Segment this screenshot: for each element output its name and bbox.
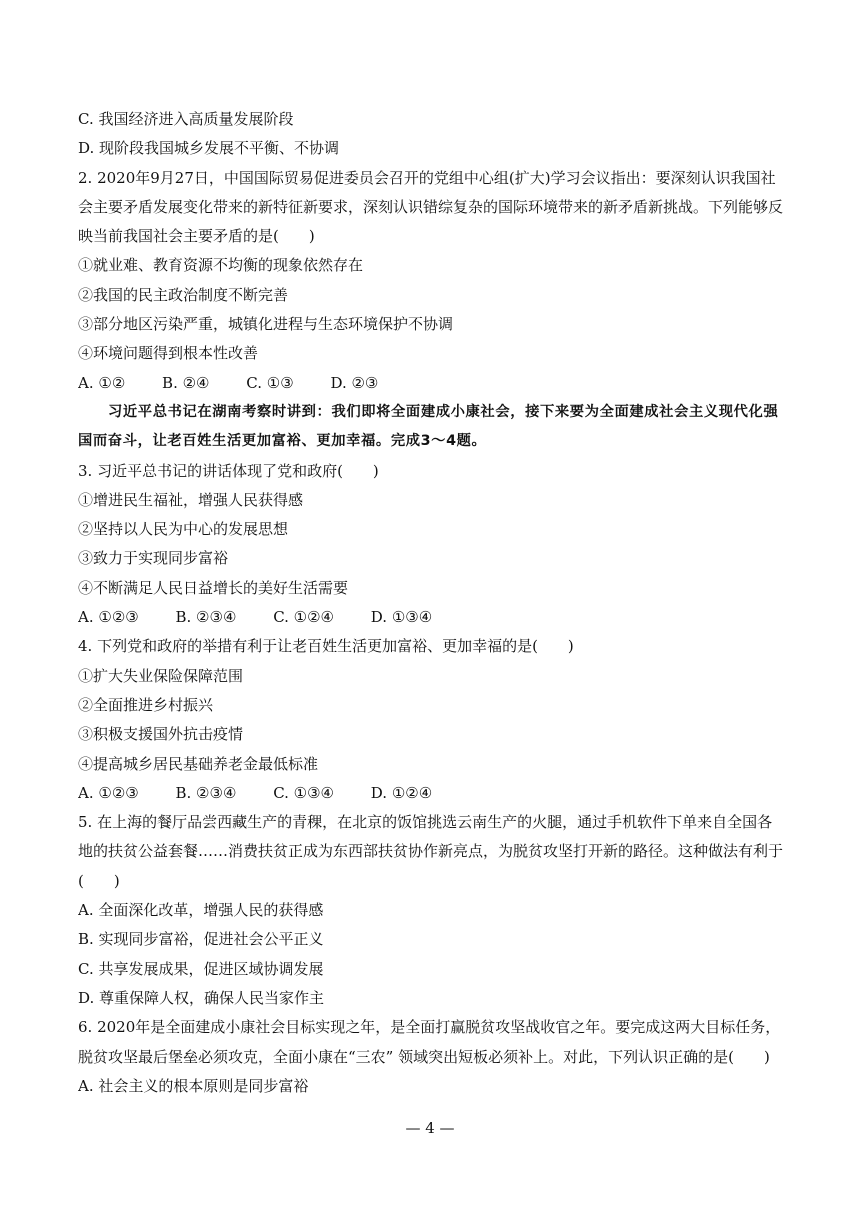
q5-option-a: A. 全面深化改革，增强人民的获得感	[78, 901, 324, 920]
q3-item-4: ④不断满足人民日益增长的美好生活需要	[78, 578, 349, 597]
q3-option-c: C. ①②④	[273, 608, 335, 627]
q4-item-1: ①扩大失业保险保障范围	[78, 666, 244, 685]
q4-item-4: ④提高城乡居民基础养老金最低标准	[78, 754, 319, 773]
q1-option-d: D. 现阶段我国城乡发展不平衡、不协调	[78, 139, 340, 158]
q3-item-3: ③致力于实现同步富裕	[78, 549, 229, 568]
q4-item-3: ③积极支援国外抗击疫情	[78, 725, 244, 744]
q6-option-a: A. 社会主义的根本原则是同步富裕	[78, 1076, 309, 1095]
q4-option-c: C. ①③④	[273, 783, 335, 802]
q2-options	[78, 369, 784, 398]
reading-passage: 习近平总书记在湖南考察时讲到：我们即将全面建成小康社会，接下来要为全面建成社会主义现代化强国而奋斗，让老百姓生活更加富裕、更加幸福。完成3～4题。	[78, 403, 779, 450]
q5-stem: 5. 在上海的餐厅品尝西藏生产的青稞，在北京的饭馆挑选云南生产的火腿，通过手机软件下单来自全国各地的扶贫公益套餐……消费扶贫正成为东西部扶贫协作新亮点，为脱贫攻坚打开新的路径。这种做法有利于( )	[78, 813, 784, 890]
q2-item-1: ①就业难、教育资源不均衡的现象依然存在	[78, 256, 364, 275]
q6-stem: 6. 2020年是全面建成小康社会目标实现之年，是全面打赢脱贫攻坚战收官之年。要完成这两大目标任务，脱贫攻坚最后堡垒必须攻克，全面小康在“三农” 领域突出短板必须补上。对此，下列认识正确的是( )	[78, 1018, 781, 1066]
page-number: — 4 —	[405, 1119, 455, 1137]
q5-option-d: D. 尊重保障人权，确保人民当家作主	[78, 988, 325, 1007]
q3-option-d: D. ①③④	[370, 608, 433, 627]
q4-option-b: B. ②③④	[175, 783, 237, 802]
q2-item-2: ②我国的民主政治制度不断完善	[78, 285, 289, 304]
q2-option-c: C. ①③	[246, 373, 294, 392]
q2-option-b: B. ②④	[162, 373, 210, 392]
page-content	[78, 105, 784, 1101]
q3-options	[78, 603, 784, 632]
q4-item-2: ②全面推进乡村振兴	[78, 695, 214, 714]
q2-option-d: D. ②③	[330, 373, 379, 392]
q3-item-2: ②坚持以人民为中心的发展思想	[78, 520, 289, 539]
q4-option-d: D. ①②④	[370, 783, 433, 802]
q3-item-1: ①增进民生福祉，增强人民获得感	[78, 490, 304, 509]
q4-option-a: A. ①②③	[78, 783, 139, 802]
q2-item-3: ③部分地区污染严重，城镇化进程与生态环境保护不协调	[78, 315, 454, 334]
q4-stem: 4. 下列党和政府的举措有利于让老百姓生活更加富裕、更加幸福的是( )	[78, 637, 574, 656]
q5-option-b: B. 实现同步富裕，促进社会公平正义	[78, 930, 324, 949]
q1-option-c: C. 我国经济进入高质量发展阶段	[78, 110, 294, 128]
q2-item-4: ④环境问题得到根本性改善	[78, 344, 259, 363]
q3-option-a: A. ①②③	[78, 608, 139, 627]
q2-stem: 2. 2020年9月27日，中国国际贸易促进委员会召开的党组中心组(扩大)学习会议指出：要深刻认识我国社会主要矛盾发展变化带来的新特征新要求，深刻认识错综复杂的国际环境带来的新矛盾新挑战。下列能够反映当前我国社会主要矛盾的是( )	[78, 168, 784, 246]
q4-options	[78, 779, 784, 808]
q3-option-b: B. ②③④	[175, 608, 237, 627]
q2-option-a: A. ①②	[78, 373, 126, 392]
q3-stem: 3. 习近平总书记的讲话体现了党和政府( )	[78, 461, 379, 480]
q5-option-c: C. 共享发展成果，促进区域协调发展	[78, 959, 324, 978]
